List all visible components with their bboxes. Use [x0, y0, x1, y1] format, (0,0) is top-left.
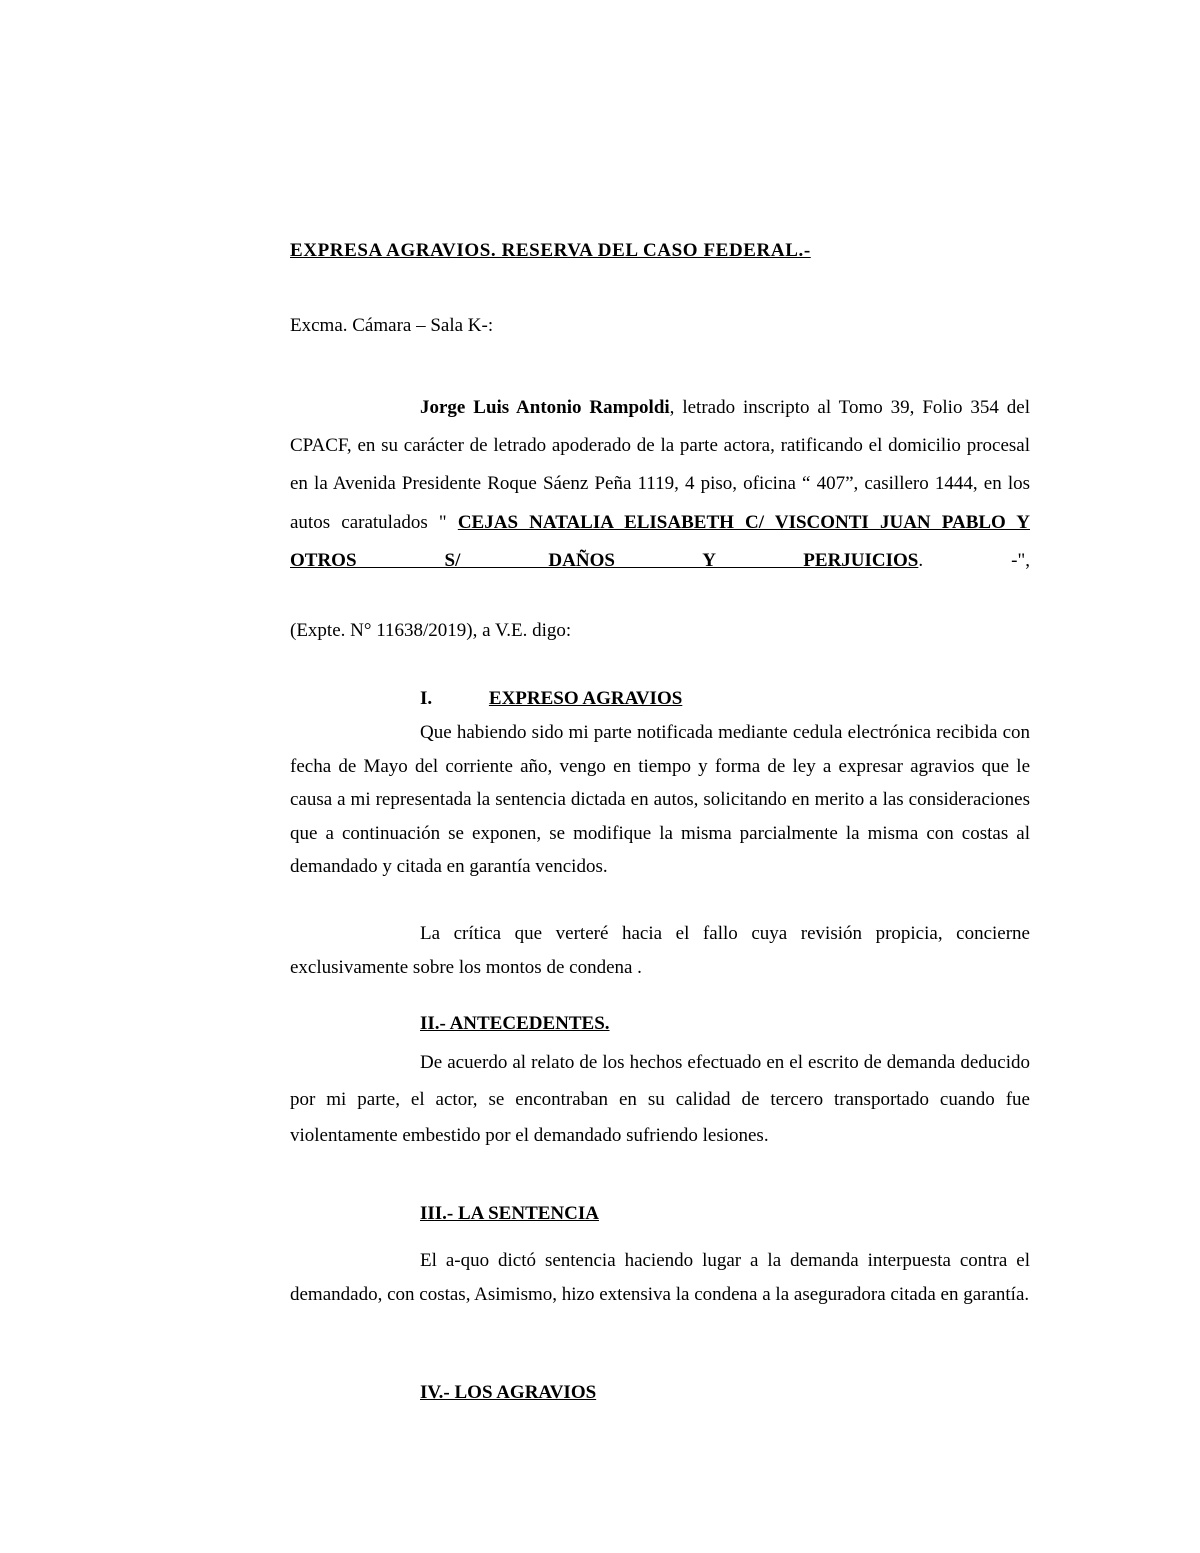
- section-1-paragraph-1: Que habiendo sido mi parte notificada mediante cedula electrónica recibida con fecha de Mayo del corriente año, vengo en tiempo y forma de ley a expresar agravios que le causa a mi representada la sentencia dictada en autos, solicitando en merito a las consideraciones que a continuación se exponen, se modifique la misma parcialmente la misma con costas al demandado y citada en garantía vencidos.: [290, 722, 1030, 877]
- section-1-number: I.: [420, 688, 433, 709]
- attorney-name: Jorge Luis Antonio Rampoldi: [420, 397, 670, 418]
- section-4-heading: IV.- LOS AGRAVIOS: [420, 1382, 597, 1403]
- document-title: EXPRESA AGRAVIOS. RESERVA DEL CASO FEDERAL.-: [290, 240, 811, 261]
- expediente-line: (Expte. N° 11638/2019), a V.E. digo:: [290, 620, 572, 641]
- intro-paragraph: [290, 389, 1030, 580]
- case-title: CEJAS NATALIA ELISABETH C/ VISCONTI JUAN PABLO Y OTROS S/ DAÑOS Y PERJUICIOS: [290, 511, 1030, 571]
- intro-text: , letrado inscripto al Tomo 39, Folio 354 del CPACF, en su carácter de letrado apoderado de la parte actora, ratificando el domicilio procesal en la Avenida Presidente Roque Sáenz Peña 1119, 4 piso, oficina “ 407”, casillero 1444, en los autos caratulados ": [290, 397, 1030, 533]
- section-1-title: EXPRESO AGRAVIOS: [488, 688, 683, 709]
- section-3-paragraph: El a-quo dictó sentencia haciendo lugar a la demanda interpuesta contra el demandado, con costas, Asimismo, hizo extensiva la condena a la aseguradora citada en garantía.: [290, 1250, 1030, 1305]
- intro-text-end: . -",: [918, 549, 1030, 571]
- section-2-paragraph: De acuerdo al relato de los hechos efectuado en el escrito de demanda deducido por mi parte, el actor, se encontraban en su calidad de tercero transportado cuando fue violentamente embestido por el demandado sufriendo lesiones.: [290, 1052, 1030, 1146]
- section-1-heading: [420, 688, 682, 710]
- addressee: Excma. Cámara – Sala K-:: [290, 315, 494, 336]
- section-3-heading: III.- LA SENTENCIA: [420, 1203, 599, 1224]
- section-2-heading: II.- ANTECEDENTES.: [420, 1013, 610, 1034]
- section-1-paragraph-2: La crítica que verteré hacia el fallo cuya revisión propicia, concierne exclusivamente sobre los montos de condena .: [290, 923, 1030, 978]
